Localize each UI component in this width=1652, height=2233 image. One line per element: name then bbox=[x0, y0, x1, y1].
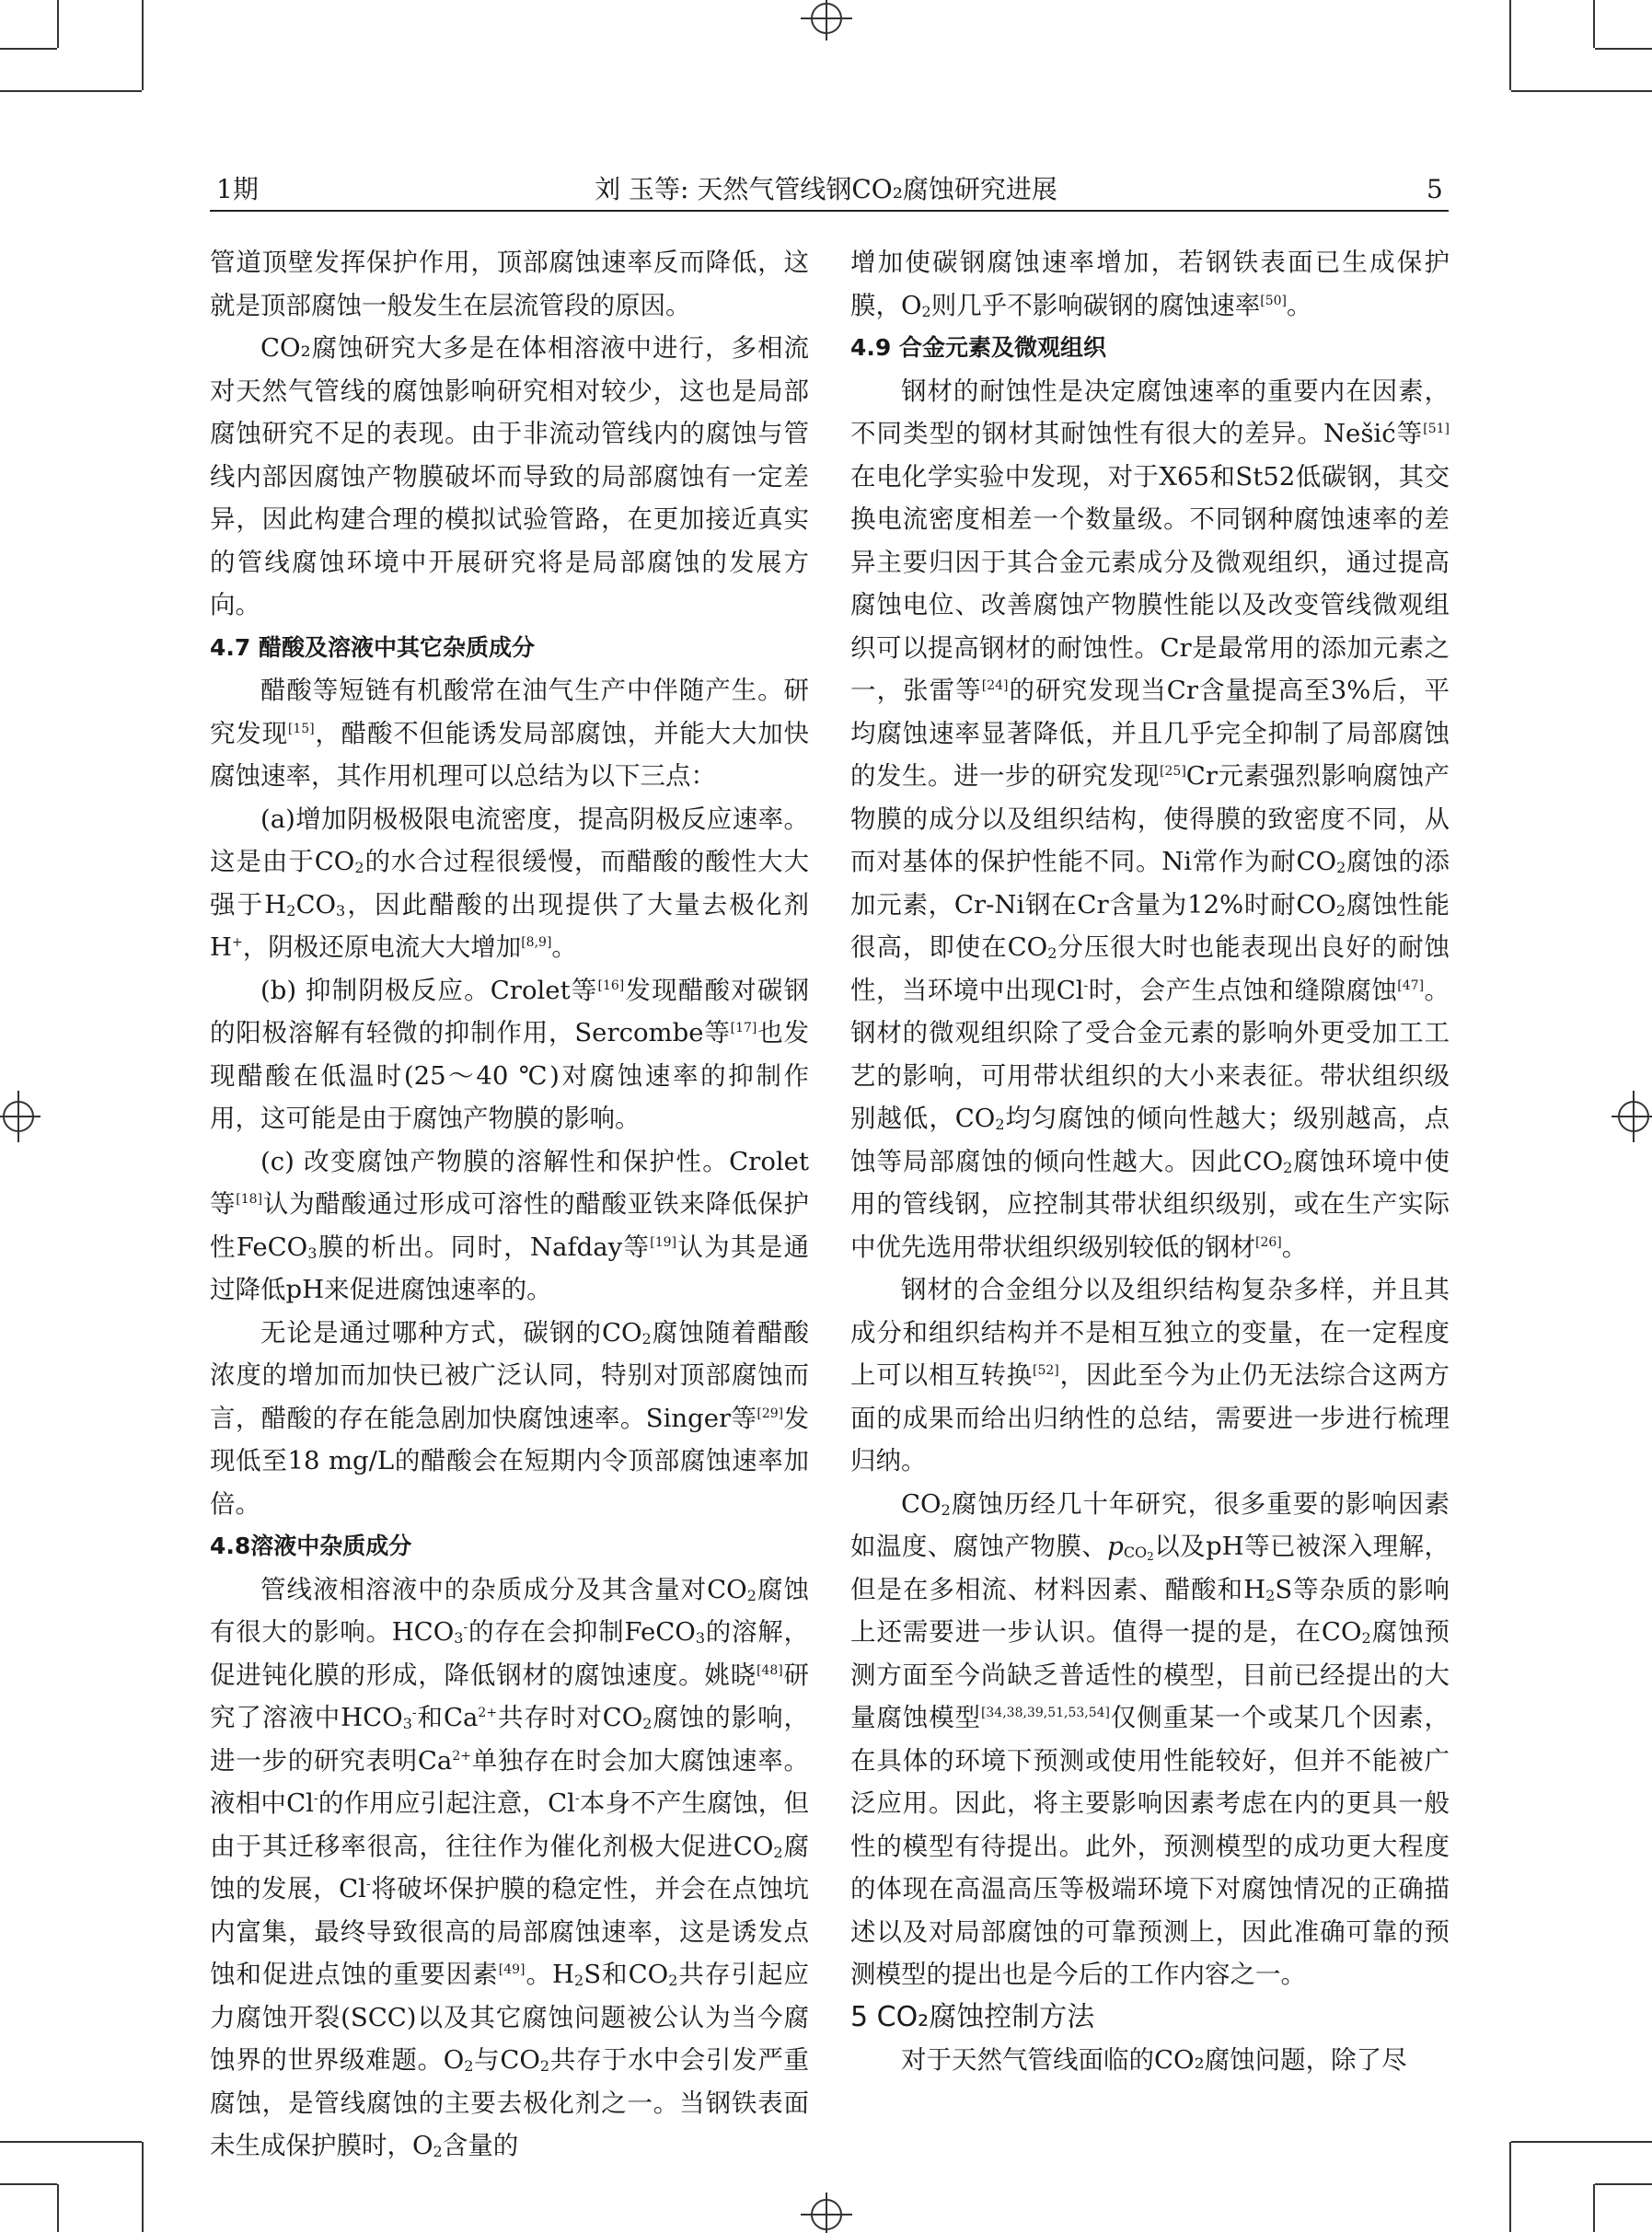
crop-mark bbox=[142, 2142, 144, 2232]
registration-mark-icon bbox=[0, 1091, 52, 1142]
crop-mark bbox=[1593, 2184, 1595, 2232]
paragraph: (c) 改变腐蚀产物膜的溶解性和保护性。Crolet等[18]认为醋酸通过形成可溶性的醋酸亚铁来降低保护性FeCO$_3$膜的析出。同时，Nafday等[19]认为其是通过降低pH来促进腐蚀速率的。 bbox=[210, 1146, 810, 1304]
section-heading-4-8: 4.8溶液中杂质成分 bbox=[210, 1533, 412, 1559]
crop-mark bbox=[0, 2141, 142, 2143]
paragraph: 钢材的合金组分以及组织结构复杂多样，并且其成分和组织结构并不是相互独立的变量，在一定程度上可以相互转换[52]，因此至今为止仍无法综合这两方面的成果而给出归纳性的总结，需要进一步进行梳理归纳。 bbox=[850, 1275, 1450, 1475]
crop-mark bbox=[1511, 90, 1652, 92]
crop-mark bbox=[0, 90, 142, 92]
section-heading-4-7: 4.7 醋酸及溶液中其它杂质成分 bbox=[210, 633, 535, 661]
section-heading-4-9: 4.9 合金元素及微观组织 bbox=[850, 334, 1106, 361]
registration-mark-icon bbox=[801, 2181, 852, 2233]
paragraph: CO₂腐蚀研究大多是在体相溶液中进行，多相流对天然气管线的腐蚀影响研究相对较少，这也是局部腐蚀研究不足的表现。由于非流动管线内的腐蚀与管线内部因腐蚀产物膜破坏而导致的局部腐蚀有一定差异，因此构建合理的模拟试验管路，在更加接近真实的管线腐蚀环境中开展研究将是局部腐蚀的发展方向。 bbox=[210, 333, 809, 619]
right-column bbox=[850, 241, 1450, 2082]
crop-mark bbox=[0, 2183, 57, 2185]
running-title: 刘 玉等: 天然气管线钢CO₂腐蚀研究进展 bbox=[595, 174, 1057, 204]
page-number: 5 bbox=[1427, 174, 1443, 204]
paragraph: $CO_2$腐蚀历经几十年研究，很多重要的影响因素如温度、腐蚀产物膜、$p_{CO_2}$以及pH等已被深入理解，但是在多相流、材料因素、醋酸和$H_2S$等杂质的影响上还需要进一步认识。值得一提的是，在$CO_2$腐蚀预测方面至今尚缺乏普适性的模型，目前已经提出的大量腐蚀模型[34,38,39,51,53,54]仅侧重某一个或某几个因素，在具体的环境下预测或使用性能较好，但并不能被广泛应用。因此，将主要影响因素考虑在内的更具一般性的模型有待提出。此外，预测模型的成功更大程度的体现在高温高压等极端环境下对腐蚀情况的正确描述以及对局部腐蚀的可靠预测上，因此准确可靠的预测模型的提出也是今后的工作内容之一。 bbox=[850, 1488, 1450, 1989]
left-column bbox=[210, 241, 809, 2168]
paragraph: 醋酸等短链有机酸常在油气生产中伴随产生。研究发现[15]，醋酸不但能诱发局部腐蚀，并能大大加快腐蚀速率，其作用机理可以总结为以下三点： bbox=[210, 676, 810, 791]
crop-mark bbox=[1593, 0, 1595, 48]
registration-mark-icon bbox=[801, 0, 852, 52]
crop-mark bbox=[142, 0, 144, 90]
crop-mark bbox=[57, 0, 59, 48]
paragraph: 无论是通过哪种方式，碳钢的$CO_2$腐蚀随着醋酸浓度的增加而加快已被广泛认同，特别对顶部腐蚀而言，醋酸的存在能急剧加快腐蚀速率。Singer等[29]发现低至18 mg/L的醋酸会在短期内令顶部腐蚀速率加倍。 bbox=[210, 1317, 809, 1519]
paragraph: 管线液相溶液中的杂质成分及其含量对$CO_2$腐蚀有很大的影响。$HCO_3^-$的存在会抑制FeCO$_3$的溶解，促进钝化膜的形成，降低钢材的腐蚀速度。姚晓[48]研究了溶液中$HCO_3^-$和$Ca^{2+}$共存时对$CO_2$腐蚀的影响，进一步的研究表明$Ca^{2+}$单独存在时会加大腐蚀速率。液相中Cl-的作用应引起注意，Cl-本身不产生腐蚀，但由于其迁移率很高，往往作为催化剂极大促进$CO_2$腐蚀的发展，Cl-将破坏保护膜的稳定性，并会在点蚀坑内富集，最终导致很高的局部腐蚀速率，这是诱发点蚀和促进点蚀的重要因素[49]。$H_2S$和$CO_2$共存引起应力腐蚀开裂(SCC)以及其它腐蚀问题被公认为当今腐蚀界的世界级难题。$O_2$与$CO_2$共存于水中会引发严重腐蚀，是管线腐蚀的主要去极化剂之一。当钢铁表面未生成保护膜时，$O_2$含量的 bbox=[210, 1574, 810, 2160]
paragraph: (b) 抑制阴极反应。Crolet等[16]发现醋酸对碳钢的阳极溶解有轻微的抑制作用，Sercombe等[17]也发现醋酸在低温时(25～40 ℃)对腐蚀速率的抑制作用，这可能是由于腐蚀产物膜的影响。 bbox=[210, 975, 810, 1133]
paragraph: 钢材的耐蚀性是决定腐蚀速率的重要内在因素，不同类型的钢材其耐蚀性有很大的差异。Nešić等[51]在电化学实验中发现，对于X65和St52低碳钢，其交换电流密度相差一个数量级。不同钢种腐蚀速率的差异主要归因于其合金元素成分及微观组织，通过提高腐蚀电位、改善腐蚀产物膜性能以及改变管线微观组织可以提高钢材的耐蚀性。Cr是最常用的添加元素之一，张雷等[24]的研究发现当Cr含量提高至3%后，平均腐蚀速率显著降低，并且几乎完全抑制了局部腐蚀的发生。进一步的研究发现[25]Cr元素强烈影响腐蚀产物膜的成分以及组织结构，使得膜的致密度不同，从而对基体的保护性能不同。Ni常作为耐$CO_2$腐蚀的添加元素，Cr-Ni钢在Cr含量为12%时耐$CO_2$腐蚀性能很高，即使在$CO_2$分压很大时也能表现出良好的耐蚀性，当环境中出现Cl-时，会产生点蚀和缝隙腐蚀[47]。钢材的微观组织除了受合金元素的影响外更受加工工艺的影响，可用带状组织的大小来表征。带状组织级别越低，$CO_2$均匀腐蚀的倾向性越大；级别越高，点蚀等局部腐蚀的倾向性越大。因此$CO_2$腐蚀环境中使用的管线钢，应控制其带状组织级别，或在生产实际中优先选用带状组织级别较低的钢材[26]。 bbox=[850, 376, 1450, 1262]
header-rule bbox=[210, 210, 1449, 212]
section-heading-5: 5 CO₂腐蚀控制方法 bbox=[850, 2000, 1095, 2033]
crop-mark bbox=[1511, 2141, 1652, 2143]
crop-mark bbox=[0, 48, 57, 50]
paragraph: 管道顶壁发挥保护作用，顶部腐蚀速率反而降低，这就是顶部腐蚀一般发生在层流管段的原因。 bbox=[210, 248, 809, 320]
paragraph: 增加使碳钢腐蚀速率增加，若钢铁表面已生成保护膜，$O_2$则几乎不影响碳钢的腐蚀速率[50]。 bbox=[850, 248, 1450, 320]
crop-mark bbox=[1595, 48, 1652, 50]
crop-mark bbox=[57, 2184, 59, 2232]
issue-label: 1期 bbox=[216, 174, 259, 204]
registration-mark-icon bbox=[1600, 1091, 1652, 1142]
crop-mark bbox=[1595, 2183, 1652, 2185]
paragraph: (a)增加阴极极限电流密度，提高阴极反应速率。这是由于$CO_2$的水合过程很缓慢，而醋酸的酸性大大强于$H_2CO_3$，因此醋酸的出现提供了大量去极化剂H+，阴极还原电流大大增加[8,9]。 bbox=[210, 804, 809, 962]
crop-mark bbox=[1509, 0, 1511, 90]
paragraph: 对于天然气管线面临的CO₂腐蚀问题，除了尽 bbox=[901, 2045, 1407, 2075]
crop-mark bbox=[1509, 2142, 1511, 2232]
